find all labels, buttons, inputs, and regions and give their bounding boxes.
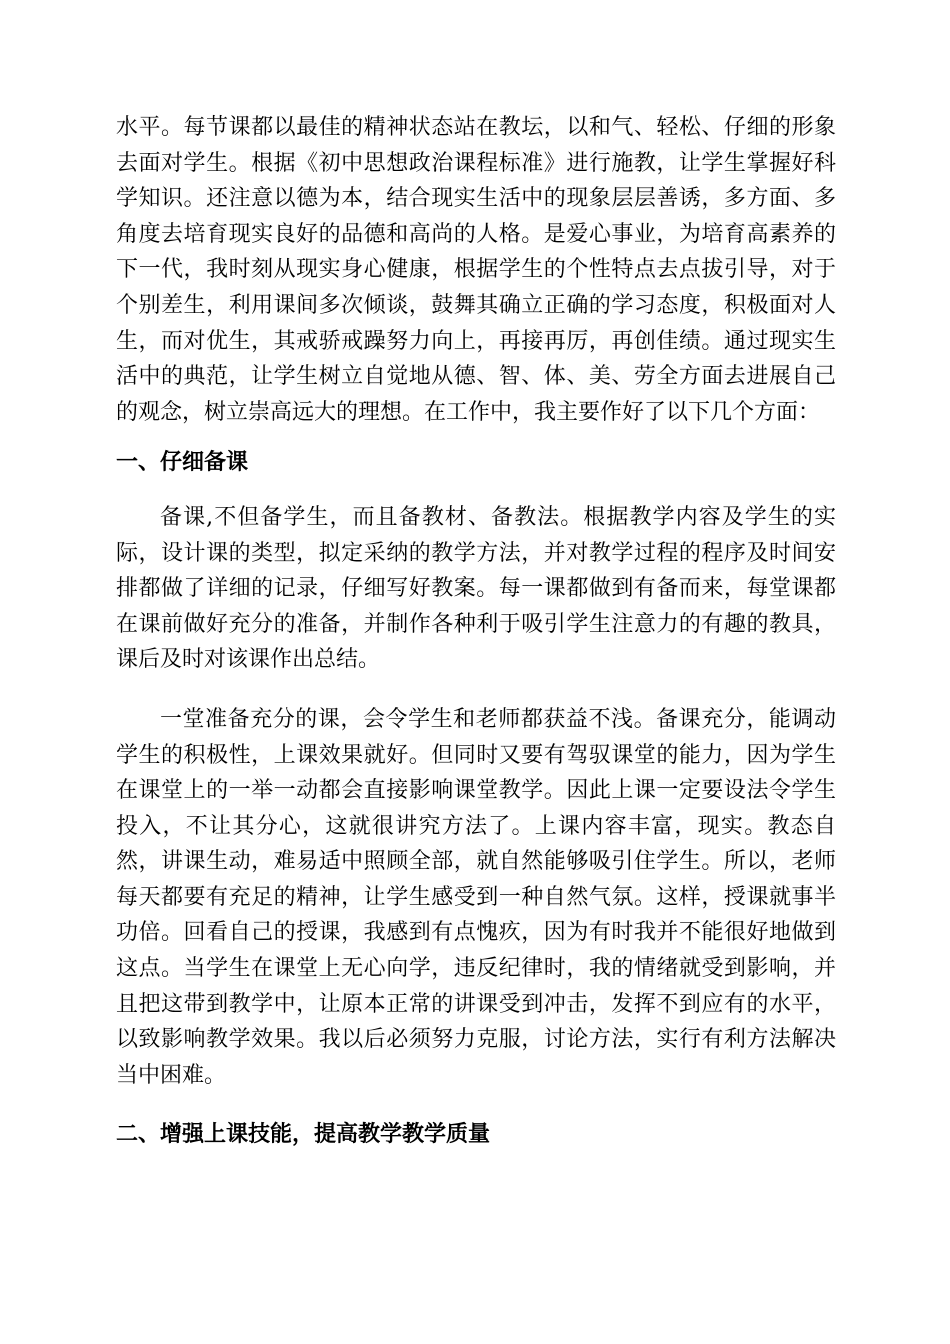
section-heading-2: 二、增强上课技能，提高教学教学质量 <box>116 1121 491 1148</box>
section-heading-1: 一、仔细备课 <box>116 449 249 476</box>
body-paragraph-lesson-prep: 备课,不但备学生，而且备教材、备教法。根据教学内容及学生的实际，设计课的类型，拟定采纳的教学方法，并对教学过程的程序及时间安排都做了详细的记录，仔细写好教案。每一课都做到有备而来，每堂课都在课前做好充分的准备，并制作各种利于吸引学生注意力的有趣的教具，课后及时对该课作出总结。 <box>116 504 836 673</box>
body-paragraph-intro: 水平。每节课都以最佳的精神状态站在教坛，以和气、轻松、仔细的形象去面对学生。根据《初中思想政治课程标准》进行施教，让学生掌握好科学知识。还注意以德为本，结合现实生活中的现象层层善诱，多方面、多角度去培育现实良好的品德和高尚的人格。是爱心事业，为培育高素养的下一代，我时刻从现实身心健康，根据学生的个性特点去点拔引导，对于个别差生，利用课间多次倾谈，鼓舞其确立正确的学习态度，积极面对人生，而对优生，其戒骄戒躁努力向上，再接再厉，再创佳绩。通过现实生活中的典范，让学生树立自觉地从德、智、体、美、劳全方面去进展自己的观念，树立崇高远大的理想。在工作中，我主要作好了以下几个方面： <box>116 115 836 425</box>
body-paragraph-class-quality: 一堂准备充分的课，会令学生和老师都获益不浅。备课充分，能调动学生的积极性，上课效果就好。但同时又要有驾驭课堂的能力，因为学生在课堂上的一举一动都会直接影响课堂教学。因此上课一定要设法令学生投入，不让其分心，这就很讲究方法了。上课内容丰富，现实。教态自然，讲课生动，难易适中照顾全部，就自然能够吸引住学生。所以，老师每天都要有充足的精神，让学生感受到一种自然气氛。这样，授课就事半功倍。回看自己的授课，我感到有点愧疚，因为有时我并不能很好地做到这点。当学生在课堂上无心向学，违反纪律时，我的情绪就受到影响，并且把这带到教学中，让原本正常的讲课受到冲击，发挥不到应有的水平，以致影响教学效果。我以后必须努力克服，讨论方法，实行有利方法解决当中困难。 <box>116 706 836 1088</box>
document-page <box>116 110 836 1153</box>
